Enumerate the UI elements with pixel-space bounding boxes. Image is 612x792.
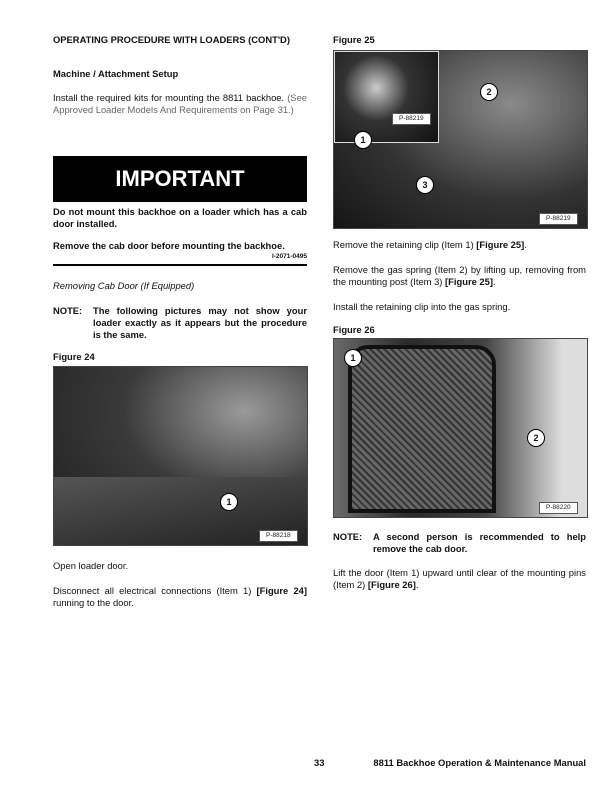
step-open-door: Open loader door. — [53, 560, 129, 571]
step-remove-spring: Remove the gas spring (Item 2) by lifting up, removing from the mounting post (Item 3) [Figure 25]. — [333, 264, 586, 287]
step-remove-clip: Remove the retaining clip (Item 1) [Figure 25]. — [333, 239, 527, 250]
section-title: OPERATING PROCEDURE WITH LOADERS (CONT'D) — [53, 34, 290, 45]
step-install-clip: Install the retaining clip into the gas spring. — [333, 301, 511, 312]
step-lift-door: Lift the door (Item 1) upward until clear of the mounting pins (Item 2) [Figure 26]. — [333, 567, 586, 590]
important-banner: IMPORTANT — [53, 156, 307, 202]
figure-25-inset — [334, 51, 439, 143]
figure-24-title: Figure 24 — [53, 351, 95, 362]
manual-title: 8811 Backhoe Operation & Maintenance Manual — [373, 757, 586, 768]
callout-3: 3 — [416, 176, 434, 194]
note-2: NOTE: A second person is recommended to help remove the cab door. — [333, 531, 586, 554]
callout-1: 1 — [354, 131, 372, 149]
page-number: 33 — [314, 757, 325, 768]
important-text: Do not mount this backhoe on a loader which has a cab door installed. — [53, 206, 307, 229]
important-text-2: Remove the cab door before mounting the backhoe. — [53, 240, 285, 251]
step-disconnect: Disconnect all electrical connections (Item 1) [Figure 24] running to the door. — [53, 585, 307, 608]
photo-label: P-88219 — [539, 213, 578, 225]
figure-24-photo — [53, 366, 308, 546]
inset-label: P-88219 — [392, 113, 431, 125]
important-code: I-2071-0495 — [271, 253, 307, 260]
install-text: Install the required kits for mounting the 8811 backhoe. — [53, 92, 285, 103]
divider — [53, 264, 307, 266]
subheading: Machine / Attachment Setup — [53, 68, 179, 79]
figure-25-photo — [333, 50, 588, 229]
callout-1: 1 — [220, 493, 238, 511]
callout-2: 2 — [527, 429, 545, 447]
figure-26-title: Figure 26 — [333, 324, 375, 335]
install-paragraph — [53, 92, 307, 116]
figure-ref: [Figure 24] — [256, 585, 307, 596]
figure-26-photo — [333, 338, 588, 518]
figure-25-title: Figure 25 — [333, 34, 375, 45]
photo-label: P-88220 — [539, 502, 578, 514]
callout-1: 1 — [344, 349, 362, 367]
removing-heading: Removing Cab Door (If Equipped) — [53, 280, 195, 291]
install-reference: (See Approved Loader Models And Requirements on Page 31.) — [53, 92, 307, 115]
callout-2: 2 — [480, 83, 498, 101]
photo-label: P-88218 — [259, 530, 298, 542]
note: NOTE: The following pictures may not show your loader exactly as it appears but the procedure is the same. — [53, 305, 307, 340]
